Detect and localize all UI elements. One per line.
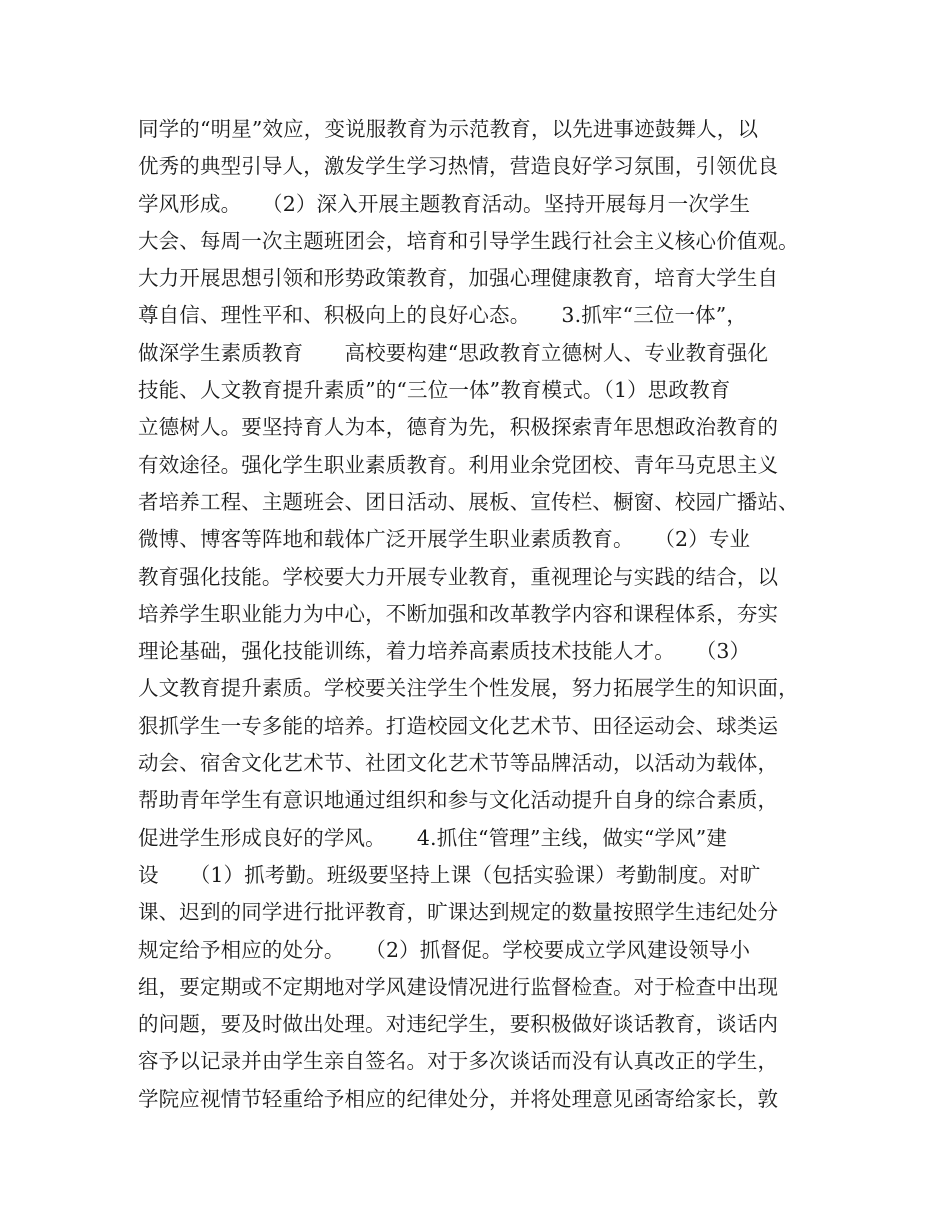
text-line: 促进学生形成良好的学风。 4.抓住“管理”主线，做实“学风”建 — [138, 825, 728, 850]
text-line: 做深学生素质教育 高校要构建“思政教育立德树人、专业教育强化 — [138, 340, 769, 365]
text-line: 培养学生职业能力为中心，不断加强和改革教学内容和课程体系，夯实 — [138, 601, 779, 626]
text-line: 微博、博客等阵地和载体广泛开展学生职业素质教育。 （2）专业 — [138, 527, 751, 552]
text-line: 狠抓学生一专多能的培养。打造校园文化艺术节、田径运动会、球类运 — [138, 713, 779, 738]
text-line: 动会、宿舍文化艺术节、社团文化艺术节等品牌活动，以活动为载体， — [138, 751, 779, 776]
text-line: 组，要定期或不定期地对学风建设情况进行监督检查。对于检查中出现 — [138, 974, 779, 999]
text-line: 优秀的典型引导人，激发学生学习热情，营造良好学习氛围，引领优良 — [138, 154, 779, 179]
body-text — [138, 111, 828, 1118]
text-line: 帮助青年学生有意识地通过组织和参与文化活动提升自身的综合素质， — [138, 788, 779, 813]
text-line: 者培养工程、主题班会、团日活动、展板、宣传栏、橱窗、校园广播站、 — [138, 489, 799, 514]
text-line: 技能、人文教育提升素质”的“三位一体”教育模式。（1）思政教育 — [138, 378, 731, 403]
text-line: 容予以记录并由学生亲自签名。对于多次谈话而没有认真改正的学生， — [138, 1049, 779, 1074]
text-line: 尊自信、理性平和、积极向上的良好心态。 3.抓牢“三位一体”， — [138, 303, 748, 328]
text-line: 规定给予相应的处分。 （2）抓督促。学校要成立学风建设领导小 — [138, 937, 751, 962]
text-line: 人文教育提升素质。学校要关注学生个性发展，努力拓展学生的知识面， — [138, 676, 799, 701]
text-line: 的问题，要及时做出处理。对违纪学生，要积极做好谈话教育，谈话内 — [138, 1012, 779, 1037]
text-line: 课、迟到的同学进行批评教育，旷课达到规定的数量按照学生违纪处分 — [138, 900, 779, 925]
text-line: 理论基础，强化技能训练，着力培养高素质技术技能人才。 （3） — [138, 639, 751, 664]
text-line: 学院应视情节轻重给予相应的纪律处分，并将处理意见函寄给家长，敦 — [138, 1086, 779, 1111]
text-line: 同学的“明星”效应，变说服教育为示范教育，以先进事迹鼓舞人，以 — [138, 117, 759, 141]
text-line: 有效途径。强化学生职业素质教育。利用业余党团校、青年马克思主义 — [138, 452, 779, 477]
text-line: 立德树人。要坚持育人为本，德育为先，积极探索青年思想政治教育的 — [138, 415, 779, 440]
text-line: 教育强化技能。学校要大力开展专业教育，重视理论与实践的结合，以 — [138, 564, 779, 589]
text-line: 大力开展思想引领和形势政策教育，加强心理健康教育，培育大学生自 — [138, 266, 779, 291]
text-line: 大会、每周一次主题班团会，培育和引导学生践行社会主义核心价值观。 — [138, 228, 799, 253]
text-line: 学风形成。 （2）深入开展主题教育活动。坚持开展每月一次学生 — [138, 191, 751, 216]
text-line: 设 （1）抓考勤。班级要坚持上课（包括实验课）考勤制度。对旷 — [138, 862, 761, 887]
